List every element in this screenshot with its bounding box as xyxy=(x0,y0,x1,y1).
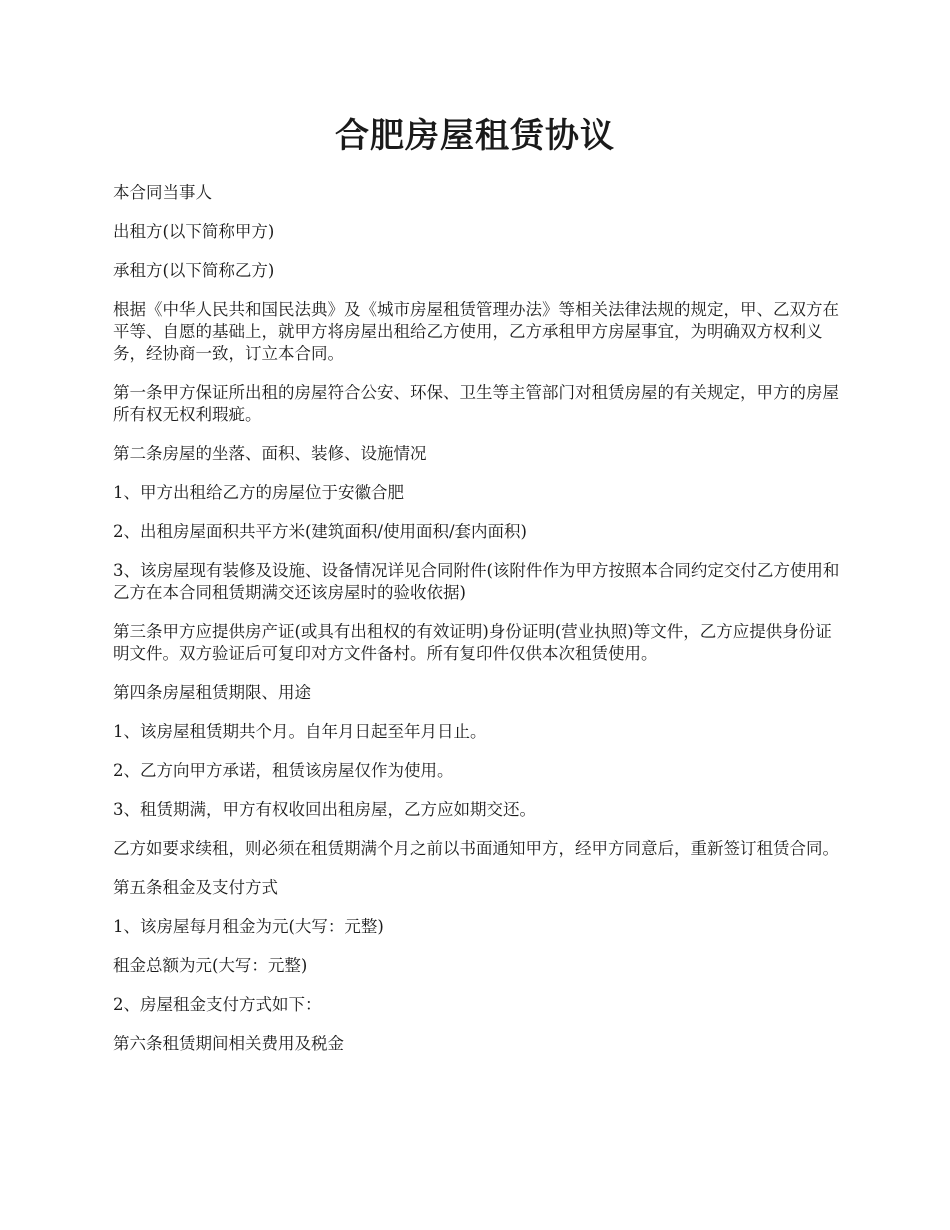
paragraph-article-1: 第一条甲方保证所出租的房屋符合公安、环保、卫生等主管部门对租赁房屋的有关规定，甲方的房屋所有权无权利瑕疵。 xyxy=(113,383,839,424)
paragraph-article-4-item-2: 2、乙方向甲方承诺，租赁该房屋仅作为使用。 xyxy=(113,761,454,780)
paragraph-lessor: 出租方(以下简称甲方) xyxy=(113,222,275,241)
paragraph-article-5-heading: 第五条租金及支付方式 xyxy=(113,878,278,897)
paragraph-rent-total: 租金总额为元(大写：元整) xyxy=(113,956,308,975)
paragraph-article-2-heading: 第二条房屋的坐落、面积、装修、设施情况 xyxy=(113,444,427,463)
paragraph-article-4-item-3: 3、租赁期满，甲方有权收回出租房屋，乙方应如期交还。 xyxy=(113,800,536,819)
paragraph-preamble: 根据《中华人民共和国民法典》及《城市房屋租赁管理办法》等相关法律法规的规定，甲、乙双方在平等、自愿的基础上，就甲方将房屋出租给乙方使用，乙方承租甲方房屋事宜，为明确双方权利义务，经协商一致，订立本合同。 xyxy=(113,300,839,363)
paragraph-article-2-item-3: 3、该房屋现有装修及设施、设备情况详见合同附件(该附件作为甲方按照本合同约定交付乙方使用和乙方在本合同租赁期满交还该房屋时的验收依据) xyxy=(113,561,840,602)
paragraph-article-3: 第三条甲方应提供房产证(或具有出租权的有效证明)身份证明(营业执照)等文件，乙方应提供身份证明文件。双方验证后可复印对方文件备村。所有复印件仅供本次租赁使用。 xyxy=(113,622,832,663)
paragraph-article-5-item-1: 1、该房屋每月租金为元(大写：元整) xyxy=(113,917,384,936)
paragraph-renewal: 乙方如要求续租，则必须在租赁期满个月之前以书面通知甲方，经甲方同意后，重新签订租赁合同。 xyxy=(113,839,839,858)
document-title: 合肥房屋租赁协议 xyxy=(335,116,615,156)
paragraph-parties: 本合同当事人 xyxy=(113,183,212,202)
paragraph-article-2-item-1: 1、甲方出租给乙方的房屋位于安徽合肥 xyxy=(113,483,404,502)
paragraph-article-4-item-1: 1、该房屋租赁期共个月。自年月日起至年月日止。 xyxy=(113,722,487,741)
paragraph-article-2-item-2: 2、出租房屋面积共平方米(建筑面积/使用面积/套内面积) xyxy=(113,522,527,541)
paragraph-article-6-heading: 第六条租赁期间相关费用及税金 xyxy=(113,1034,344,1053)
paragraph-lessee: 承租方(以下简称乙方) xyxy=(113,261,275,280)
paragraph-article-4-heading: 第四条房屋租赁期限、用途 xyxy=(113,683,311,702)
paragraph-article-5-item-2: 2、房屋租金支付方式如下： xyxy=(113,995,322,1014)
